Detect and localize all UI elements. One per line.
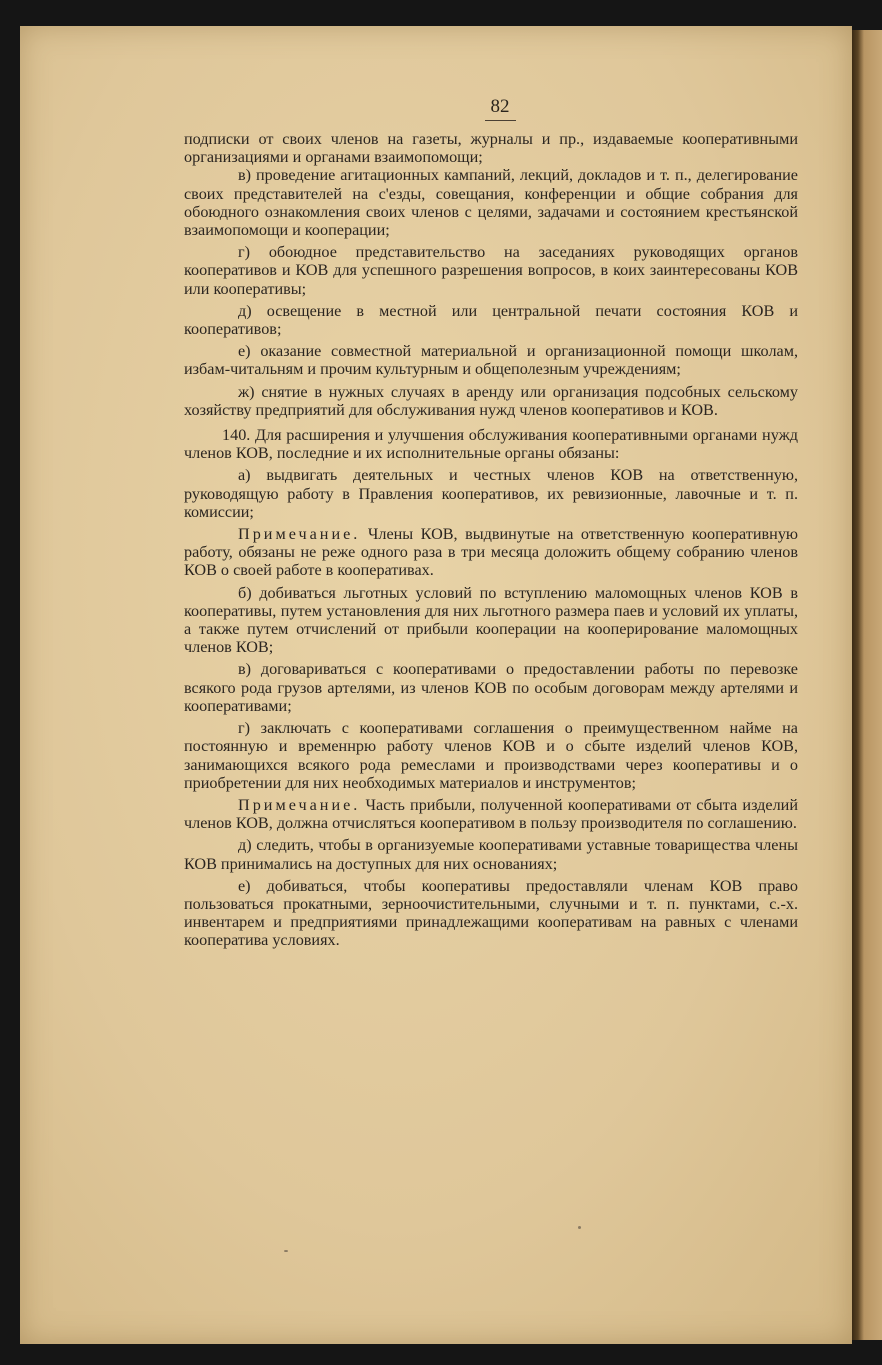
list-item-e: е) оказание совместной материальной и организационной помощи школам, избам-читальням и прочим культурным и общеполезным учреждениям; bbox=[184, 342, 798, 379]
note-paragraph-1 bbox=[184, 525, 798, 580]
list-item-a: а) выдвигать деятельных и честных членов КОВ на ответственную, руководящую работу в Правления кооперативов, их ревизионные, лавочные и т. п. комиссии; bbox=[184, 466, 798, 521]
article-140: 140. Для расширения и улучшения обслуживания кооперативными органами нужд членов КОВ, последние и их исполнительные органы обязаны: bbox=[184, 426, 798, 463]
paper-speck bbox=[578, 1226, 581, 1229]
list-item-e2: е) добиваться, чтобы кооперативы предоставляли членам КОВ право пользоваться прокатными, зерноочистительными, случными и т. п. пунктами, с.-х. инвентарем и предприятиями принадлежащими кооперативам на равных с членами кооператива условиях. bbox=[184, 876, 798, 950]
list-item-zh: ж) снятие в нужных случаях в аренду или организация подсобных сельскому хозяйству предприятий для обслуживания нужд членов кооперативов и КОВ. bbox=[184, 382, 798, 419]
note-text: Часть прибыли, полученной кооперативами от сбыта изделий членов КОВ, должна отчисляться кооперативом в пользу производителя по соглашению. bbox=[184, 795, 798, 833]
paper-speck bbox=[284, 1250, 288, 1252]
adjacent-page-edge bbox=[852, 30, 882, 1340]
list-item-g2: г) заключать с кооперативами соглашения о преимущественном найме на постоянную и временнрю работу членов КОВ и о сбыте изделий членов КОВ, занимающихся всякого рода ремеслами и производствами через кооперативы и о приобретении для них необходимых материалов и инструментов; bbox=[184, 719, 798, 792]
note-label: Примечание. bbox=[238, 795, 361, 814]
list-item-g: г) обоюдное представительство на заседаниях руководящих органов кооперативов и КОВ для успешного разрешения вопросов, в коих заинтересованы КОВ или кооперативы; bbox=[184, 243, 798, 298]
page-number-label: 82 bbox=[485, 96, 516, 121]
paragraph-continuation: подписки от своих членов на газеты, журналы и пр., издаваемые кооперативными организациями и органами взаимопомощи; bbox=[184, 130, 798, 167]
note-paragraph-2 bbox=[184, 796, 798, 832]
list-item-d: д) освещение в местной или центральной печати состояния КОВ и кооперативов; bbox=[184, 301, 798, 339]
note-text: Члены КОВ, выдвинутые на ответственную кооперативную работу, обязаны не реже одного раза в три месяца доложить общему собранию членов КОВ о своей работе в кооперативах. bbox=[184, 525, 799, 580]
note-label: Примечание. bbox=[238, 525, 361, 544]
page-text bbox=[184, 130, 798, 950]
page-number bbox=[0, 96, 882, 121]
list-item-b: б) добиваться льготных условий по вступлению маломощных членов КОВ в кооперативы, путем установления для них льготного размера паев и условий их уплаты, а также путем отчислений от прибыли кооперации на кооперирование маломощных членов КОВ; bbox=[184, 583, 798, 657]
list-item-v: в) проведение агитационных кампаний, лекций, докладов и т. п., делегирование своих представителей на с'езды, совещания, конференции и общие собрания для обоюдного ознакомления своих членов с целями, задачами и состоянием крестьянской взаимопомощи и кооперации; bbox=[184, 166, 798, 240]
list-item-v2: в) договариваться с кооперативами о предоставлении работы по перевозке всякого рода грузов артелями, из членов КОВ по особым договорам между артелями и кооперативами; bbox=[184, 660, 798, 715]
list-item-d2: д) следить, чтобы в организуемые кооперативами уставные товарищества члены КОВ принимались на доступных для них основаниях; bbox=[184, 836, 798, 873]
